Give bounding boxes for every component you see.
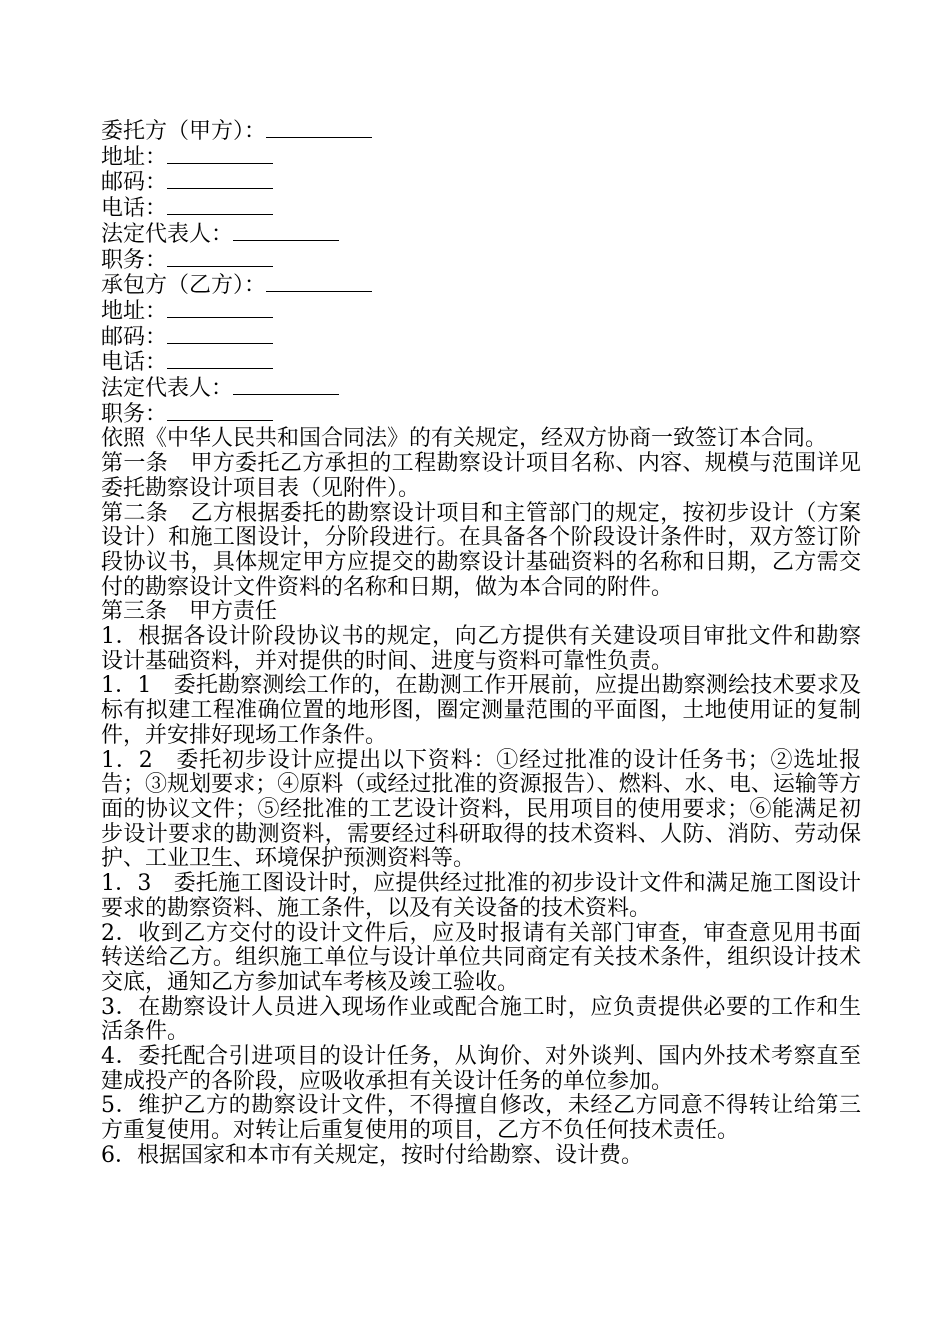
clause-1-2: 1．2 委托初步设计应提出以下资料：①经过批准的设计任务书；②选址报告；③规划要求；④原料（或经过批准的资源报告）、燃料、水、电、运输等方面的协议文件；⑤经批准的工艺设计资料，民用项目的使用要求；⑥能满足初步设计要求的勘测资料，需要经过科研取得的技术资料、人防、消防、劳动保护、工业卫生、环境保护预测资料等。 <box>101 747 861 872</box>
clause-3: 3．在勘察设计人员进入现场作业或配合施工时，应负责提供必要的工作和生活条件。 <box>101 994 861 1045</box>
clause-2: 2．收到乙方交付的设计文件后，应及时报请有关部门审查，审查意见用书面转送给乙方。组织施工单位与设计单位共同商定有关技术条件，组织设计技术交底，通知乙方参加试车考核及竣工验收。 <box>101 920 861 995</box>
party-a-legal-rep-label: 法定代表人： <box>101 221 234 247</box>
party-b-label: 承包方（乙方）： <box>101 273 267 299</box>
party-a-phone-line <box>101 196 861 222</box>
party-b-blank <box>266 273 372 292</box>
party-a-postcode-blank <box>167 170 273 189</box>
party-a-line <box>101 119 861 145</box>
party-b-address-line <box>101 299 861 325</box>
party-a-phone-label: 电话： <box>101 196 168 222</box>
party-a-postcode-label: 邮码： <box>101 170 168 196</box>
article-1: 第一条 甲方委托乙方承担的工程勘察设计项目名称、内容、规模与范围详见委托勘察设计项目表（见附件）。 <box>101 451 861 501</box>
clause-6: 6．根据国家和本市有关规定，按时付给勘察、设计费。 <box>101 1142 643 1168</box>
party-b-legal-rep-blank <box>233 376 339 395</box>
article-3-heading: 第三条 甲方责任 <box>101 599 278 625</box>
party-b-legal-rep-label: 法定代表人： <box>101 376 234 402</box>
party-b-legal-rep-line <box>101 376 861 402</box>
party-b-phone-label: 电话： <box>101 350 168 376</box>
party-b-postcode-blank <box>167 325 273 344</box>
contract-page <box>101 119 861 1169</box>
clause-1-1: 1．1 委托勘察测绘工作的，在勘测工作开展前，应提出勘察测绘技术要求及标有拟建工程准确位置的地形图，圈定测量范围的平面图，土地使用证的复制件，并安排好现场工作条件。 <box>101 673 861 748</box>
clause-4: 4．委托配合引进项目的设计任务，从询价、对外谈判、国内外技术考察直至建成投产的各阶段，应吸收承担有关设计任务的单位参加。 <box>101 1044 861 1094</box>
party-b-phone-blank <box>167 350 273 369</box>
party-b-line <box>101 273 861 299</box>
clause-1: 1．根据各设计阶段协议书的规定，向乙方提供有关建设项目审批文件和勘察设计基础资料，并对提供的时间、进度与资料可靠性负责。 <box>101 624 861 674</box>
party-a-title-label: 职务： <box>101 247 168 273</box>
party-a-phone-blank <box>167 196 273 215</box>
clause-5: 5．维护乙方的勘察设计文件，不得擅自修改，未经乙方同意不得转让给第三方重复使用。对转让后重复使用的项目，乙方不负任何技术责任。 <box>101 1093 861 1144</box>
article-2: 第二条 乙方根据委托的勘察设计项目和主管部门的规定，按初步设计（方案设计）和施工图设计，分阶段进行。在具备各个阶段设计条件时，双方签订阶段协议书，具体规定甲方应提交的勘察设计基础资料的名称和日期，乙方需交付的勘察设计文件资料的名称和日期，做为本合同的附件。 <box>101 500 861 600</box>
party-a-label: 委托方（甲方）： <box>101 119 267 144</box>
party-a-title-blank <box>167 248 273 267</box>
party-b-address-blank <box>167 299 273 318</box>
party-b-title-line <box>101 402 861 428</box>
party-a-address-label: 地址： <box>101 144 168 170</box>
party-a-title-line <box>101 248 861 274</box>
party-b-postcode-line <box>101 325 861 351</box>
party-a-address-blank <box>167 145 273 164</box>
party-b-phone-line <box>101 350 861 376</box>
party-a-blank <box>266 119 372 138</box>
party-b-address-label: 地址： <box>101 298 168 324</box>
party-a-postcode-line <box>101 170 861 196</box>
party-a-legal-rep-line <box>101 222 861 248</box>
party-a-legal-rep-blank <box>233 222 339 241</box>
party-b-title-label: 职务： <box>101 401 168 427</box>
party-a-address-line <box>101 145 861 171</box>
intro-paragraph: 依照《中华人民共和国合同法》的有关规定，经双方协商一致签订本合同。 <box>101 426 828 452</box>
clause-1-3: 1．3 委托施工图设计时，应提供经过批准的初步设计文件和满足施工图设计要求的勘察资料、施工条件，以及有关设备的技术资料。 <box>101 871 861 921</box>
party-b-postcode-label: 邮码： <box>101 324 168 350</box>
party-b-title-blank <box>167 402 273 421</box>
